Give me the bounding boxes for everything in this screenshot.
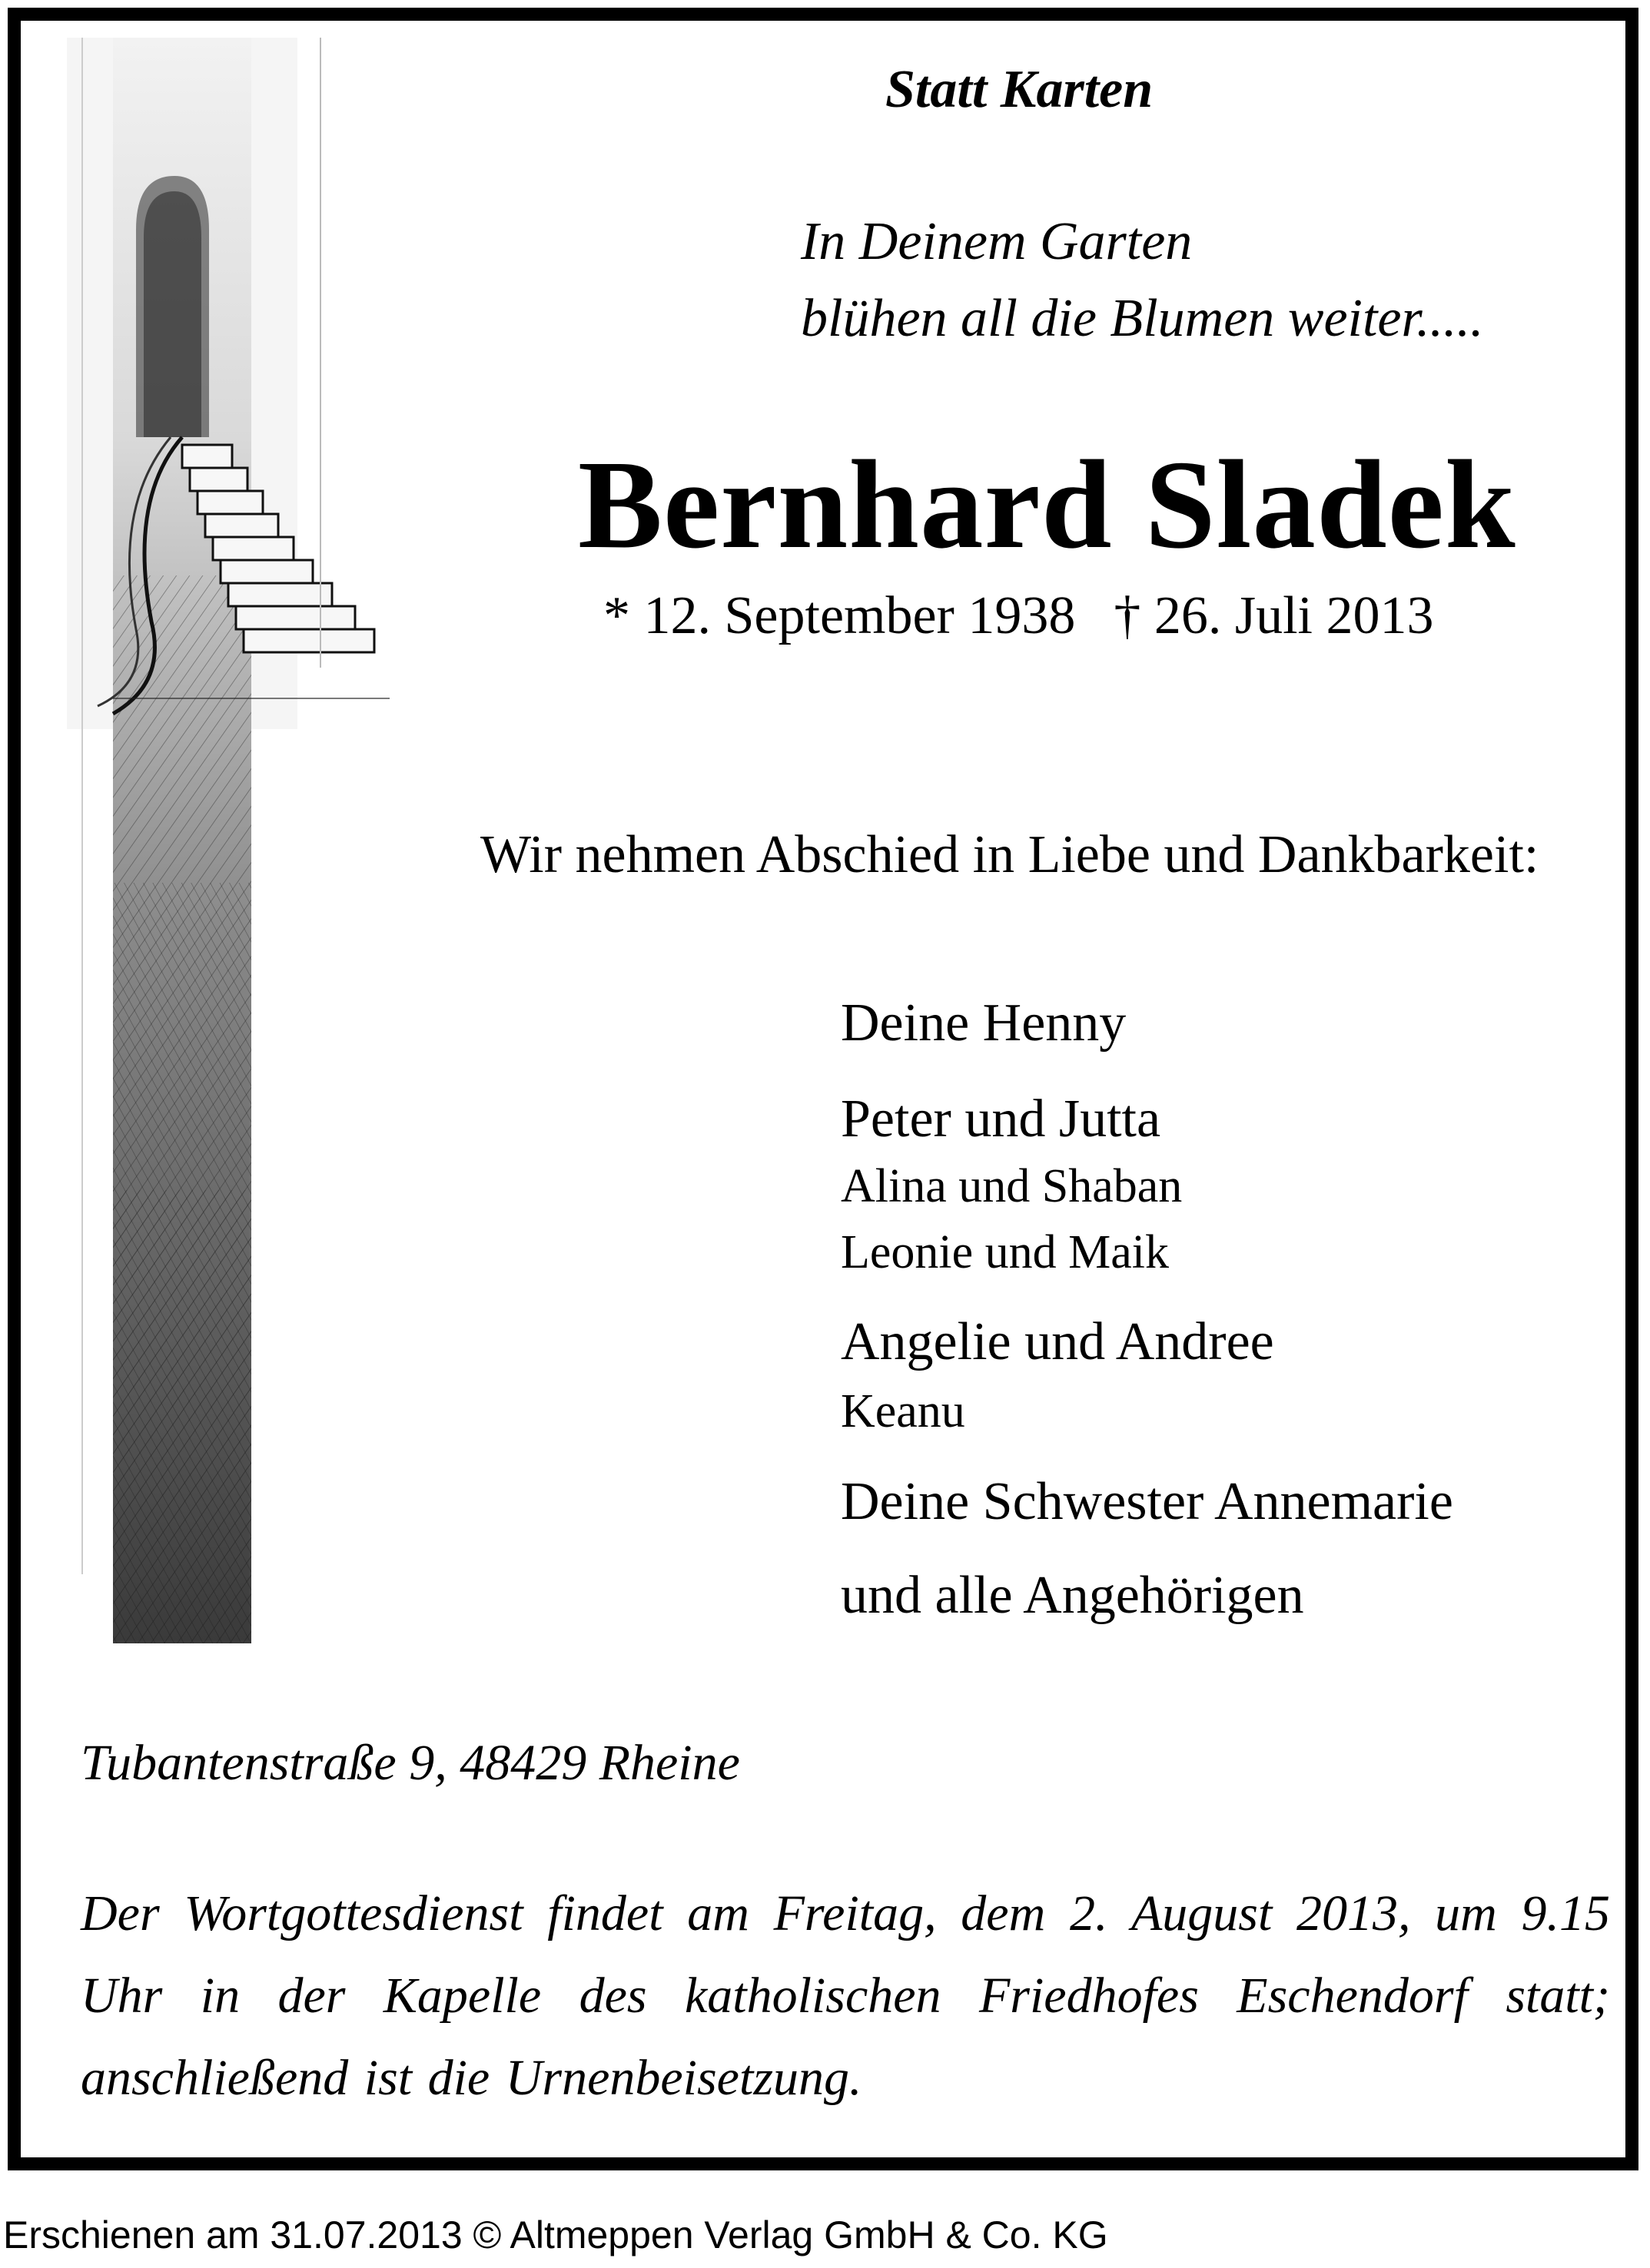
mourner-line: und alle Angehörigen [841, 1566, 1304, 1625]
mourner-line: Deine Henny [841, 993, 1127, 1053]
poem-line-2: blühen all die Blumen weiter..... [801, 289, 1484, 348]
mourner-line: Peter und Jutta [841, 1089, 1161, 1149]
poem-line-1: In Deinem Garten [801, 212, 1193, 271]
death-date: † 26. Juli 2013 [1114, 586, 1434, 645]
poem [801, 204, 1483, 357]
address: Tubantenstraße 9, 48429 Rheine [81, 1735, 740, 1791]
mourner-line: Angelie und Andree [841, 1312, 1274, 1371]
obituary-frame [8, 8, 1638, 2170]
mourner-line: Deine Schwester Annemarie [841, 1472, 1453, 1531]
staircase-drawing-icon [67, 38, 390, 1643]
service-announcement: Der Wortgottesdienst findet am Freitag, dem 2. August 2013, um 9.15 Uhr in der Kapelle des katholischen Friedhofes Eschendorf statt; anschließend ist die Urnenbeisetzung. [81, 1885, 1610, 2106]
mourner-line: Alina und Shaban [841, 1160, 1183, 1212]
deceased-name: Bernhard Sladek [578, 434, 1516, 575]
publication-footer: Erschienen am 31.07.2013 © Altmeppen Verlag GmbH & Co. KG [3, 2213, 1108, 2256]
birth-date: * 12. September 1938 [603, 586, 1076, 645]
life-dates [603, 585, 1434, 647]
farewell-intro: Wir nehmen Abschied in Liebe und Dankbarkeit: [480, 825, 1539, 884]
statt-karten-heading: Statt Karten [885, 60, 1154, 119]
mourner-line: Leonie und Maik [841, 1226, 1170, 1278]
mourner-line: Keanu [841, 1385, 965, 1437]
